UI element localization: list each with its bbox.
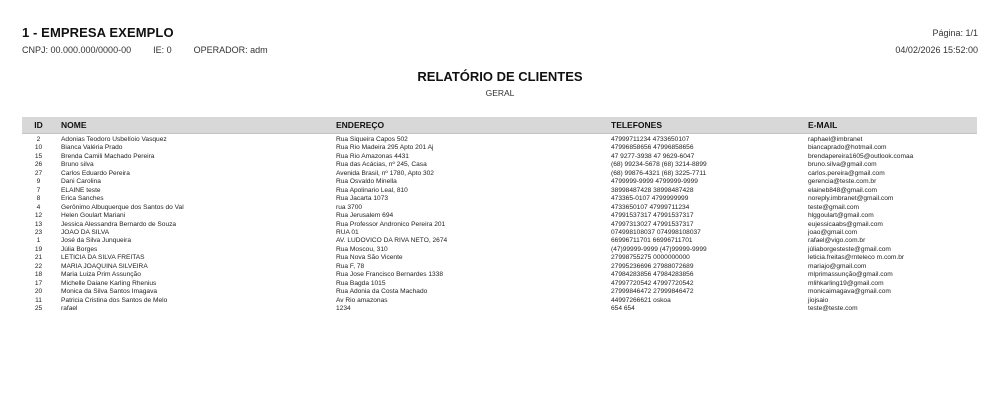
- cell-id: 12: [34, 212, 43, 220]
- cell-id: 20: [34, 288, 43, 296]
- cell-name: Jessica Alessandra Bernardo de Souza: [61, 220, 177, 228]
- cell-email: jiojsaio: [808, 296, 829, 304]
- table-row: [22, 153, 977, 161]
- cell-name: Gerônimo Albuquerque dos Santos do Val: [61, 203, 184, 211]
- cell-phones: 47991537317 47991537317: [611, 212, 694, 220]
- table-row: [22, 297, 977, 305]
- table-row: [22, 134, 977, 145]
- cell-id: 27: [34, 169, 43, 177]
- cell-name: Brenda Camili Machado Pereira: [61, 152, 155, 160]
- cell-name: Helen Goulart Mariani: [61, 212, 126, 220]
- company-info: [22, 45, 290, 55]
- cell-id: 9: [36, 178, 41, 186]
- cell-email: júliaborgesteste@gmail.com: [808, 245, 891, 253]
- cell-phones: 27995236696 27988072689: [611, 262, 694, 270]
- cell-id: 13: [34, 220, 43, 228]
- column-header-phones: TELEFONES: [605, 117, 802, 134]
- cell-phones: (68) 99234-5678 (68) 3214-8899: [611, 161, 707, 169]
- cell-name: ELAINE teste: [61, 186, 101, 194]
- cell-email: monicaimagava@gmail.com: [808, 288, 891, 296]
- cell-address: Rua Jacarta 1073: [336, 195, 389, 203]
- table-header-row: [22, 117, 977, 134]
- cell-address: Rua Professor Andronico Pereira 201: [336, 220, 446, 228]
- cell-address: Rua Rio Amazonas 4431: [336, 152, 409, 160]
- table-row: [22, 212, 977, 220]
- cell-email: mariajo@gmail.com: [808, 262, 867, 270]
- cell-phones: 473365-0107 4799999999: [611, 195, 689, 203]
- cell-name: Patricia Cristina dos Santos de Melo: [61, 296, 168, 304]
- table-row: [22, 178, 977, 186]
- cell-name: Júlia Borges: [61, 245, 98, 253]
- table-row: [22, 288, 977, 296]
- cell-id: 26: [34, 161, 43, 169]
- cell-id: 11: [35, 296, 42, 304]
- cell-address: Avenida Brasil, nº 1780, Apto 302: [336, 169, 434, 177]
- column-header-name: NOME: [55, 117, 330, 134]
- cell-phones: 47997313027 47991537317: [611, 220, 694, 228]
- cell-phones: 44997266621 oskoa: [611, 296, 671, 304]
- cell-id: 19: [34, 245, 43, 253]
- cell-email: noreply.imbranet@gmail.com: [808, 195, 894, 203]
- table-row: [22, 280, 977, 288]
- table-row: [22, 229, 977, 237]
- cell-name: Bruno silva: [61, 161, 94, 169]
- cell-address: Av Rio amazonas: [336, 296, 388, 304]
- cnpj-text: CNPJ: 00.000.000/0000-00: [22, 45, 132, 55]
- cell-address: Rua Jerusalem 694: [336, 212, 394, 220]
- table-row: [22, 187, 977, 195]
- table-row: [22, 271, 977, 279]
- cell-email: eujessicaabs@gmail.com: [808, 220, 883, 228]
- cell-phones: 47999711234 4733650107: [611, 136, 690, 143]
- cell-email: rafael@vigo.com.br: [808, 237, 866, 245]
- cell-name: Dani Carolina: [61, 178, 101, 186]
- cell-phones: (47)99999-9999 (47)99999-9999: [611, 245, 707, 253]
- cell-id: 21: [34, 254, 43, 262]
- cell-id: 4: [36, 203, 41, 211]
- table-row: [22, 144, 977, 152]
- cell-name: Adonias Teodoro Usbelíoio Vasquez: [61, 136, 167, 143]
- cell-address: AV. LUDOVICO DA RIVA NETO, 2674: [336, 237, 448, 245]
- cell-address: Rua F, 78: [336, 262, 365, 270]
- cell-email: elaineb848@gmail.com: [808, 186, 878, 194]
- cell-email: carlos.pereira@gmail.com: [808, 169, 885, 177]
- cell-id: 22: [34, 262, 43, 270]
- cell-email: teste@gmail.com: [808, 203, 860, 211]
- cell-email: hlggoulart@gmail.com: [808, 212, 874, 220]
- cell-address: RUA 01: [336, 228, 359, 236]
- page-number: Página: 1/1: [932, 28, 978, 38]
- cell-name: Michelle Daiane Karling Rhenius: [61, 279, 157, 287]
- cell-address: Rua das Acácias, nº 245, Casa: [336, 161, 427, 169]
- cell-address: rua 3700: [336, 203, 363, 211]
- table-row: [22, 305, 977, 313]
- cell-name: Erica Sanches: [61, 195, 104, 203]
- cell-phones: 47996858656 47996858656: [611, 144, 694, 152]
- cell-id: 18: [34, 271, 43, 279]
- cell-address: Rua Rio Madeira 295 Apto 201 Aj: [336, 144, 434, 152]
- cell-email: teste@teste.com: [808, 305, 858, 313]
- cell-address: Rua Bagda 1015: [336, 279, 386, 287]
- column-header-email: E-MAIL: [802, 117, 977, 134]
- cell-id: 1: [36, 237, 41, 245]
- cell-phones: 27998755275 0000000000: [611, 254, 690, 262]
- cell-address: Rua Siqueira Capos 502: [336, 136, 408, 143]
- cell-address: Rua Adonia da Costa Machado: [336, 288, 428, 296]
- table-row: [22, 254, 977, 262]
- cell-id: 8: [36, 195, 41, 203]
- cell-address: 1234: [336, 305, 351, 313]
- cell-phones: 47 9277-3938 47 9629-6047: [611, 152, 695, 160]
- column-header-address: ENDEREÇO: [330, 117, 605, 134]
- cell-phones: 27999846472 27999846472: [611, 288, 694, 296]
- cell-address: Rua Jose Francisco Bernardes 1338: [336, 271, 444, 279]
- clients-table: [22, 117, 977, 314]
- cell-id: 7: [36, 186, 41, 194]
- cell-address: Rua Nova São Vicente: [336, 254, 403, 262]
- cell-email: bruno.silva@gmail.com: [808, 161, 877, 169]
- cell-email: raphael@imbranet: [808, 136, 863, 143]
- cell-name: Carlos Eduardo Pereira: [61, 169, 130, 177]
- table-row: [22, 237, 977, 245]
- cell-name: MARIA JOAQUINA SILVEIRA: [61, 262, 148, 270]
- cell-id: 15: [34, 152, 43, 160]
- cell-name: Monica da Silva Santos Imagava: [61, 288, 158, 296]
- cell-name: Maria Luiza Prim Assunção: [61, 271, 141, 279]
- report-datetime: 04/02/2026 15:52:00: [895, 45, 978, 55]
- cell-phones: 38998487428 38998487428: [611, 186, 694, 194]
- cell-phones: (68) 99876-4321 (68) 3225-7711: [611, 169, 707, 177]
- cell-name: rafael: [61, 305, 78, 313]
- cell-email: mlihkarling19@gmail.com: [808, 279, 884, 287]
- cell-name: José da Silva Junqueira: [61, 237, 132, 245]
- report-subtitle: GERAL: [485, 88, 515, 98]
- cell-email: joao@gmail.com: [808, 228, 858, 236]
- cell-name: JOAO DA SILVA: [61, 228, 110, 236]
- cell-address: Rua Apolinario Leal, 810: [336, 186, 408, 194]
- report-title: RELATÓRIO DE CLIENTES: [417, 69, 583, 84]
- cell-phones: 4799999-9999 4799999-9999: [611, 178, 698, 186]
- table-row: [22, 221, 977, 229]
- table-row: [22, 161, 977, 169]
- cell-id: 23: [34, 228, 43, 236]
- table-row: [22, 195, 977, 203]
- column-header-id: ID: [22, 117, 55, 134]
- cell-id: 25: [34, 305, 43, 313]
- table-row: [22, 170, 977, 178]
- cell-phones: 47997720542 47997720542: [611, 279, 694, 287]
- cell-email: biancaprado@hotmail.com: [808, 144, 887, 152]
- cell-phones: 66996711701 66996711701: [611, 237, 693, 245]
- cell-address: Rua Osvaldo Minella: [336, 178, 397, 186]
- table-row: [22, 246, 977, 254]
- cell-phones: 074998108037 074998108037: [611, 228, 701, 236]
- company-name: 1 - EMPRESA EXEMPLO: [22, 25, 174, 40]
- cell-address: Rua Moscou, 310: [336, 245, 388, 253]
- cell-name: LETICIA DA SILVA FREITAS: [61, 254, 145, 262]
- operator-text: OPERADOR: adm: [193, 45, 268, 55]
- ie-text: IE: 0: [153, 45, 172, 55]
- cell-id: 2: [36, 136, 41, 143]
- table-row: [22, 263, 977, 271]
- cell-name: Bianca Valéria Prado: [61, 144, 123, 152]
- cell-email: brendapereira1605@outlook.comaa: [808, 152, 914, 160]
- cell-email: mlprimassunção@gmail.com: [808, 271, 893, 279]
- cell-phones: 654 654: [611, 305, 635, 313]
- cell-id: 10: [34, 144, 43, 152]
- table-row: [22, 204, 977, 212]
- cell-phones: 47984283856 47984283856: [611, 271, 694, 279]
- cell-phones: 4733650107 47999711234: [611, 203, 690, 211]
- cell-id: 17: [34, 279, 43, 287]
- cell-email: gerencia@teste.com.br: [808, 178, 877, 186]
- cell-email: leticia.freitas@rnteleco m.com.br: [808, 254, 905, 262]
